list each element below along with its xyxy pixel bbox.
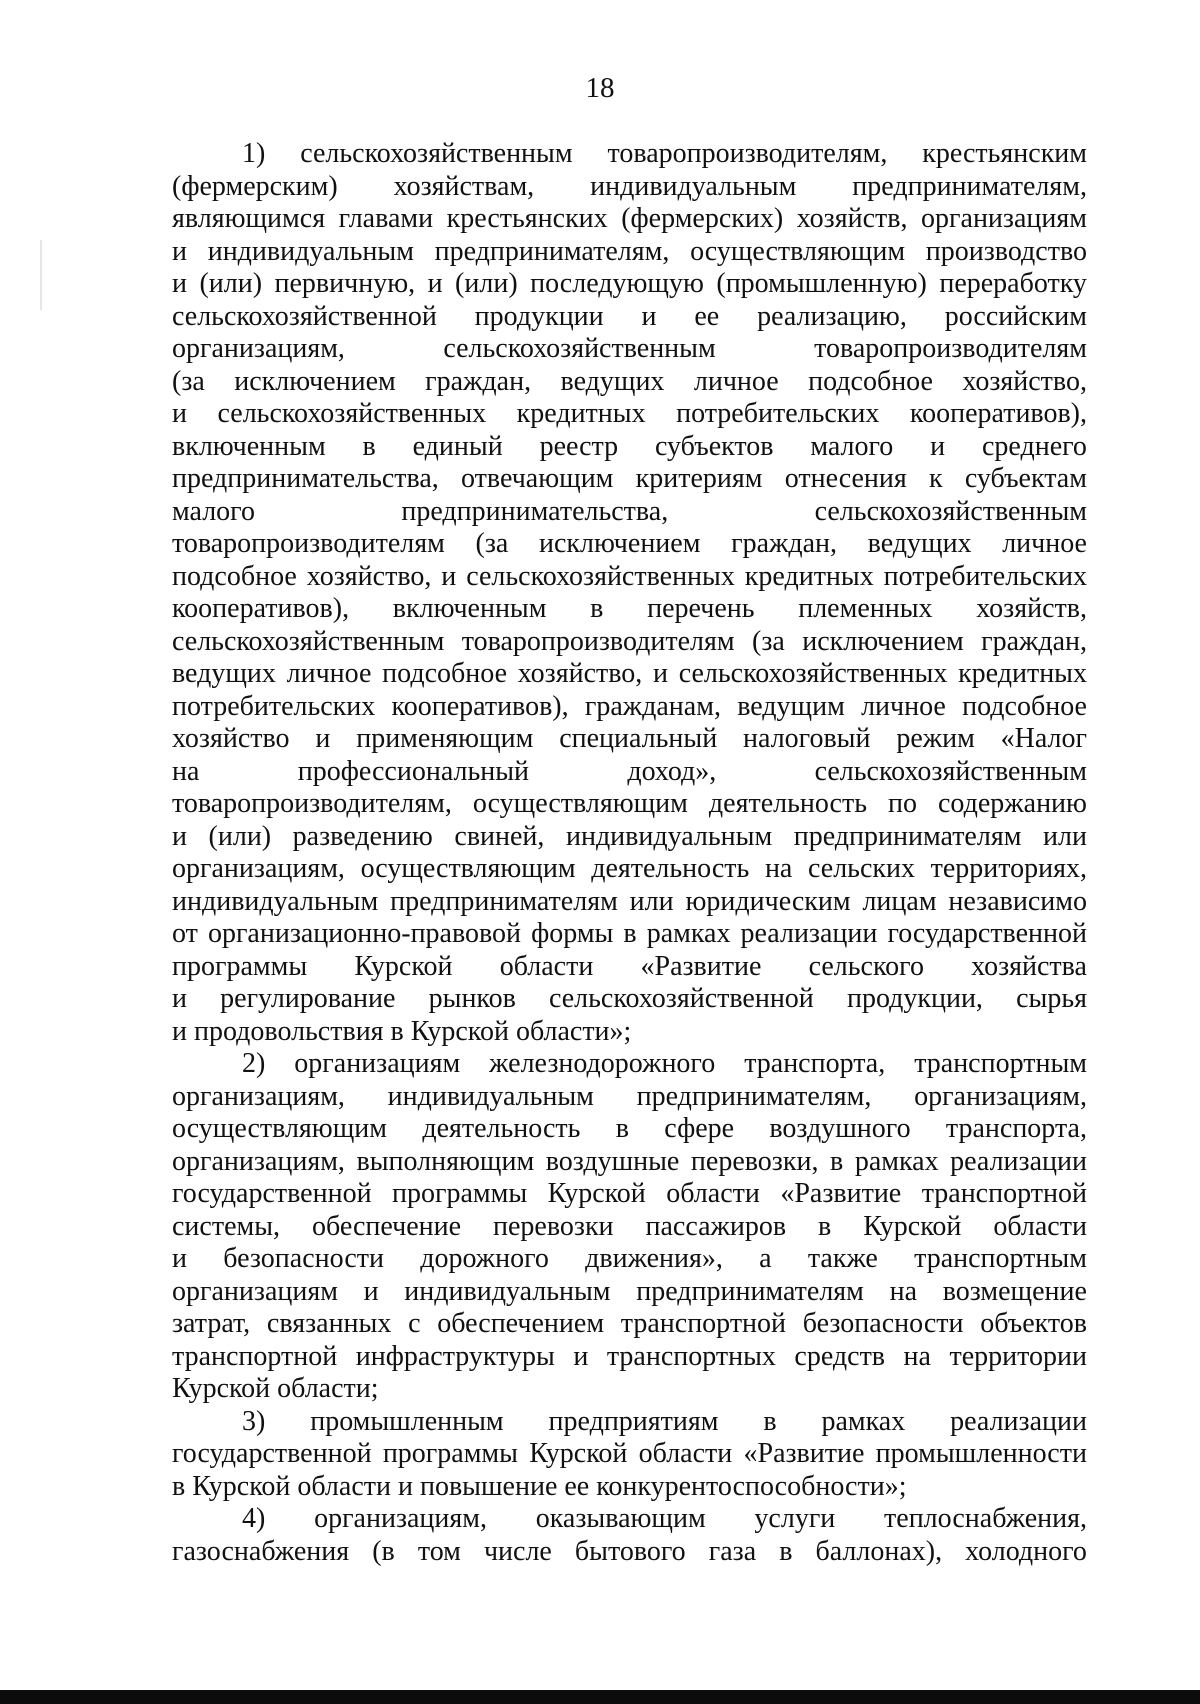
word: предпринимателям [793,820,1022,852]
word: и [641,300,657,332]
word: исключением [538,528,701,559]
word: хозяйство [172,723,290,754]
word: и [930,430,946,462]
word: профессиональный [297,755,530,787]
word: Курской [863,1210,962,1242]
word: включенным [392,593,547,624]
word: организациям, [314,1503,487,1534]
word: области [666,1178,760,1209]
word: с [408,1308,421,1339]
word: доход», [627,755,717,787]
word: системы, [172,1210,281,1242]
text-line [172,1341,1087,1374]
text-line [172,658,1087,691]
word: исключением [234,365,396,397]
page-number: 18 [585,72,615,104]
word: реализации [740,918,878,949]
word: сельских [808,853,915,884]
word: режим [896,723,975,754]
word: свиней, [454,820,545,852]
word: ведущих [560,365,665,397]
text-line [172,691,1087,724]
word: лицам [862,885,937,917]
text-line [172,918,1087,951]
word: организациям, [914,1080,1087,1112]
word: области [638,1438,733,1469]
word: осуществляющим [360,853,576,884]
word: содержанию [938,788,1087,819]
word: осуществляющим [690,235,906,267]
word: транспортных [606,1340,776,1372]
word: программы [392,1178,528,1209]
word: индивидуальным [404,1275,611,1307]
word: сельскохозяйственных [466,560,735,592]
word: хозяйствам, [393,170,535,202]
word: деятельность [708,788,867,819]
word: независимо [948,885,1087,917]
word: племенных [798,593,933,624]
body-text [172,138,1087,1568]
word: железнодорожного [489,1048,716,1079]
word: (за [172,365,205,397]
word: также [807,1243,878,1274]
word: газа [708,1535,757,1567]
word: переработку [939,268,1087,299]
word: теплоснабжения, [884,1503,1087,1534]
word: сельскохозяйственным [814,495,1087,527]
word: пассажиров [645,1210,787,1242]
text-line [172,463,1087,496]
word: продукции, [846,983,983,1014]
text-line [172,593,1087,626]
word: и [172,1243,187,1274]
word: дорожного [420,1243,549,1274]
word: организациям, [172,1145,345,1177]
text-line [172,398,1087,431]
word: граждан, [981,625,1087,657]
word: перевозки, [690,1145,819,1177]
word: ведущих [172,658,276,689]
word: исключением [802,625,964,657]
word: индивидуальным [207,235,414,267]
word: кооперативов), [909,398,1087,429]
word: баллонах), [815,1535,943,1567]
word: производство [925,235,1087,267]
word: и [653,658,668,689]
word: или [1042,820,1087,852]
text-line [172,1503,1087,1536]
scan-edge [0,1690,1200,1704]
word: продукции [474,300,604,332]
text-line [172,1243,1087,1276]
word: сельскохозяйственных [678,658,948,689]
word: крестьянских [446,203,608,234]
word: деятельность [591,853,750,884]
text-line [172,821,1087,854]
word: граждан, [731,528,837,559]
word: в [362,430,376,462]
word: организациям [921,203,1087,234]
word: по [888,788,917,819]
text-line [172,723,1087,756]
word: ее [694,300,720,332]
word: оказывающим [535,1503,706,1534]
word: российским [944,300,1087,332]
word: предпринимателям, [636,1080,872,1112]
word: «Развитие [640,950,762,982]
word: рамках [821,1405,906,1437]
word: на [889,1275,918,1307]
word: индивидуальным [172,885,379,917]
word: индивидуальным [565,820,773,852]
word: ведущих [867,528,972,559]
word: предпринимателям [636,1275,864,1307]
text-line [172,496,1087,529]
word: включенным [172,430,326,462]
word: формы [531,918,614,949]
word: «Развитие [780,1178,902,1209]
word: являющимся [172,203,326,234]
word: «Налог [1000,723,1087,754]
word: и [363,1275,379,1307]
word: (в [372,1535,395,1567]
word: связанных [266,1308,392,1339]
text-line: Курской области; [172,1373,379,1404]
text-line [172,301,1087,334]
text-line [172,1276,1087,1309]
word: специальный [559,723,718,754]
word: газоснабжения [172,1535,350,1567]
word: объектов [980,1308,1087,1339]
text-line [172,1178,1087,1211]
word: 3) [242,1405,266,1437]
word: области [993,1210,1087,1242]
word: подсобное [808,365,933,397]
word: осуществляющим [172,1113,387,1144]
text-line [172,171,1087,204]
text-line [172,886,1087,919]
word: и [172,268,187,299]
word: организациям, [172,1080,345,1112]
word: государственной [172,1438,372,1469]
word: в [779,1535,793,1567]
word: предпринимательства, [401,495,669,527]
text-line [172,561,1087,594]
word: и [172,398,187,429]
word: Курской [529,1438,628,1469]
text-line [172,203,1087,236]
text-line [172,626,1087,659]
word: на [764,853,793,884]
word: товаропроизводителям [814,333,1087,364]
text-line [172,951,1087,984]
word: гражданам, [584,690,721,722]
word: или [629,885,674,917]
word: хозяйств, [796,203,908,234]
word: и [427,268,443,299]
text-line [172,1308,1087,1341]
word: малого [172,495,255,527]
text-line [172,756,1087,789]
word: территории [949,1340,1087,1372]
text-line [172,853,1087,886]
word: потребительских [883,560,1087,592]
scan-margin-mark [40,240,42,310]
word: организациям [172,1275,338,1307]
word: в [615,1113,629,1144]
text-line [172,1211,1087,1244]
word: реализацию, [757,300,907,332]
word: том [417,1535,461,1567]
word: и [441,560,457,592]
word: (или) [455,268,518,299]
word: главами [338,203,434,234]
word: возмещение [942,1275,1087,1307]
text-line [172,1438,1087,1471]
word: личное [286,658,372,689]
word: 4) [242,1503,266,1534]
word: товаропроизводителям, [172,788,452,819]
text-line: в Курской области и повышение ее конкурентоспособности»; [172,1470,907,1502]
word: холодного [965,1535,1087,1567]
word: критериям [635,463,763,494]
word: субъектам [964,463,1087,494]
word: кредитных [744,560,874,592]
word: на [903,1340,931,1372]
word: налоговый [743,723,871,754]
word: перечень [647,593,755,624]
word: обеспечением [437,1308,605,1339]
word: выполняющим [356,1145,535,1177]
text-line [172,1113,1087,1146]
word: реализации [950,1405,1087,1437]
word: хозяйства [971,950,1087,982]
word: на [172,755,200,787]
word: и [172,235,187,267]
word: безопасности [802,1308,964,1339]
word: подсобное [172,560,297,592]
word: осуществляющим [472,788,688,819]
word: сельскохозяйственным [814,755,1087,787]
word: личное [1002,528,1087,559]
word: сфере [664,1113,735,1144]
word: промышленным [310,1405,504,1437]
word: движения», [585,1243,723,1274]
word: субъектов [654,430,774,462]
word: Курской [547,1178,646,1209]
text-line [172,138,1087,171]
word: личное [693,365,779,397]
word: перевозки [493,1210,614,1242]
word: инфраструктуры [355,1340,555,1372]
text-line [172,366,1087,399]
word: предпринимателям [390,885,618,917]
word: подсобное [382,658,507,689]
text-line: и продовольствия в Курской области»; [172,1015,632,1047]
word: хозяйство, [306,560,432,592]
text-line [172,1536,1087,1569]
word: организациям [294,1048,461,1079]
text-line [172,1146,1087,1179]
word: «Развитие [743,1438,865,1469]
word: личное [861,690,946,722]
text-line [172,788,1087,821]
word: организациям, [172,853,345,884]
word: потребительских [172,690,376,722]
word: (за [475,528,509,559]
word: отнесения [784,463,907,494]
word: предпринимателям, [434,235,670,267]
word: первичную, [274,268,416,299]
word: (или) [199,268,263,299]
word: (или) [208,820,272,852]
word: рамках [646,918,731,949]
word: ведущим [737,690,845,722]
word: сырья [1016,983,1087,1014]
word: транспортным [914,1243,1087,1274]
word: транспорта, [744,1048,886,1079]
word: к [928,463,943,494]
word: рамках [854,1145,939,1177]
text-line [172,1048,1087,1081]
word: области [499,950,594,982]
word: сельскохозяйственной [548,983,814,1014]
word: предприятиям [548,1405,719,1437]
word: предпринимателям, [852,170,1087,202]
word: затрат, [172,1308,251,1339]
word: транспортной [921,1178,1087,1209]
word: сельскохозяйственным [172,625,445,657]
word: хозяйств, [976,593,1087,624]
word: государственной [172,1178,372,1209]
word: в [818,1210,832,1242]
word: числе [483,1535,552,1567]
word: единый [412,430,503,462]
text-line [172,431,1087,464]
word: подсобное [962,690,1087,722]
word: применяющим [356,723,534,754]
word: крестьянским [922,138,1087,169]
word: и [315,723,331,754]
word: и [172,820,187,852]
word: хозяйство, [962,365,1087,397]
word: 1) [242,138,266,169]
word: кооперативов), [391,690,569,722]
word: в [830,1145,844,1177]
word: и [172,983,187,1014]
word: сельскохозяйственным [443,333,716,364]
word: хозяйство, [517,658,643,689]
word: реализации [950,1145,1087,1177]
word: регулирование [220,983,396,1014]
word: и [573,1340,589,1372]
word: услуги [754,1503,836,1534]
word: программы [382,1438,518,1469]
word: транспортной [172,1340,338,1372]
word: (промышленную) [716,268,927,299]
word: товаропроизводителям [172,528,445,559]
word: Курской [354,950,453,982]
word: деятельность [422,1113,581,1144]
word: программы [172,950,308,982]
word: организациям, [172,333,345,364]
word: 2) [242,1048,266,1079]
word: индивидуальным [590,170,797,202]
word: потребительских [676,398,880,429]
word: (фермерских) [621,203,784,234]
word: средств [794,1340,886,1372]
word: организационно-правовой [207,918,522,949]
word: (фермерским) [172,170,338,202]
word: безопасности [223,1243,384,1274]
word: товаропроизводителям [461,625,735,657]
word: кредитных [516,398,646,429]
word: воздушные [545,1145,680,1177]
word: обеспечение [312,1210,462,1242]
word: сельскохозяйственным [300,138,573,169]
word: рынков [428,983,516,1014]
word: в [590,593,604,624]
word: территориях, [930,853,1087,884]
word: в [763,1405,777,1437]
word: промышленности [875,1438,1087,1469]
word: а [759,1243,772,1274]
word: кооперативов), [172,593,350,624]
text-line [172,528,1087,561]
text-line [172,333,1087,366]
word: сельскохозяйственной [172,300,437,332]
word: от [172,918,198,949]
word: малого [810,430,894,462]
word: отвечающим [461,463,614,494]
word: последующую [530,268,704,299]
word: юридическим [685,885,851,917]
word: товаропроизводителям, [607,138,888,169]
word: сельскохозяйственных [217,398,487,429]
word: граждан, [425,365,532,397]
text-line [172,268,1087,301]
word: реестр [539,430,619,462]
word: предпринимательства, [172,463,439,494]
word: в [623,918,637,949]
word: разведению [292,820,433,852]
word: (за [752,625,785,657]
word: сельского [808,950,924,982]
word: среднего [981,430,1087,462]
word: бытового [574,1535,686,1567]
text-line [172,983,1087,1016]
word: кредитных [958,658,1087,689]
word: транспортной [620,1308,787,1339]
text-line [172,236,1087,269]
word: государственной [887,918,1087,949]
word: воздушного [769,1113,911,1144]
word: индивидуальным [387,1080,594,1112]
word: транспортным [914,1048,1087,1079]
text-line [172,1406,1087,1439]
text-line [172,1081,1087,1114]
word: транспорта, [945,1113,1087,1144]
